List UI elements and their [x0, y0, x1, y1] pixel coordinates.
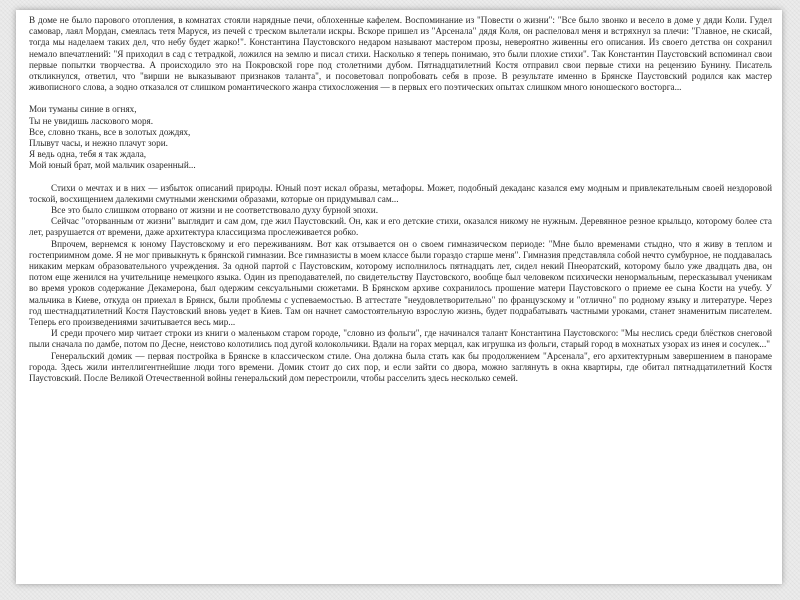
- poem-line: Все, словно ткань, все в золотых дождях,: [29, 126, 191, 137]
- body-paragraph: Впрочем, вернемся к юному Паустовскому и его переживаниям. Вот как отзывается он о своем гимназическом периоде: "Мне было временами стыдно, что я живу в теплом и гостеприимном доме. Я не мог привыкнуть к брянской гимназии. Все гимназисты в моем классе были гораздо старше меня". Гимназия представляла собой нечто сумбурное, не поддавалась никаким меркам образовательного учреждения. За одной партой с Паустовским, которому исполнилось пятнадцать лет, сидел некий Пнеоратский, которому было уже двадцать два, он потом еще женился на учительнице немецкого языка. Один из преподавателей, по свидетельству Паустовского, вообще был человеком психически ненормальным, пересказывал ученикам во время уроков содержание Декамерона, был одержим сексуальными сюжетами. В Брянском архиве сохранилось прошение матери Паустовского о приеме ее сына Кости на учебу. У мальчика в Киеве, откуда он приехал в Брянск, были проблемы с успеваемостью. В аттестате "неудовлетворительно" по французскому и "отлично" по родному языку и литературе. Через год шестнадцатилетний Костя Паустовский вновь уедет в Киев. Там он начнет самостоятельную взрослую жизнь, будет подрабатывать частными уроками, станет знаменитым писателем. Теперь его произведениями зачитывается весь мир...: [29, 238, 772, 328]
- poem-line: Ты не увидишь ласкового моря.: [29, 115, 154, 126]
- poem-line: Плывут часы, и нежно плачут зори.: [29, 138, 168, 149]
- poem-line: Мои туманы синие в огнях,: [29, 104, 137, 115]
- body-paragraph: Сейчас "оторванным от жизни" выглядит и сам дом, где жил Паустовский. Он, как и его детские стихи, оказался никому не нужным. Деревянное резное крыльцо, которому более ста лет, разрушается от времени, даже архитектура классицизма прослеживается робко.: [29, 216, 772, 238]
- poem-line: Я ведь одна, тебя я так ждала,: [29, 149, 147, 160]
- body-paragraph: Все это было слишком оторвано от жизни и не соответствовало духу бурной эпохи.: [51, 205, 379, 216]
- body-paragraph: Генеральский домик — первая постройка в Брянске в классическом стиле. Она должна была стать как бы продолжением "Арсенала", его архитектурным завершением в панораме города. Здесь жили интеллигентнейшие люди того времени. Домик стоит до сих пор, и если зайти со двора, можно заглянуть в окна квартиры, где обитал пятнадцатилетний Костя Паустовский. После Великой Отечественной войны генеральский дом перестроили, чтобы расселить здесь несколько семей.: [29, 350, 772, 384]
- document-page: [16, 10, 782, 584]
- poem-line: Мой юный брат, мой мальчик озаренный...: [29, 160, 196, 171]
- poem-block: [29, 104, 772, 171]
- body-paragraph: И среди прочего мир читает строки из книги о маленьком старом городе, "словно из фольги", где начинался талант Константина Паустовского: "Мы неслись среди блёстков снеговой пыли сначала по дамбе, потом по Десне, неистово колотились под дугой колокольчики. Вдали на горах мерцал, как игрушка из фольги, старый город в мохнатых узорах из инея и сосулек...": [29, 328, 772, 350]
- body-paragraph: Стихи о мечтах и в них — избыток описаний природы. Юный поэт искал образы, метафоры. Может, подобный декаданс казался ему модным и привлекательным своей нездоровой тоской, восхищением далекими смутными женскими образами, которые он придумывал сам...: [29, 182, 772, 204]
- intro-paragraph: В доме не было парового отопления, в комнатах стояли нарядные печи, облоxенные кафелем. Воспоминание из "Повести о жизни": "Все было звонко и весело в доме у дяди Коли. Гудел самовар, лаял Мордан, смеялась тетя Маруся, из печей с треском вылетали искры. Вскоре пришел из "Арсенала" дядя Коля, он распеловал меня и встряхнул за плечи: "Главное, не скисай, тогда мы наделаем таких дел, что небу будет жарко!". Константина Паустовского недаром называют мастером прозы, невероятно живенны его описания. Из своего детства он сохранил немало впечатлений: "Я приходил в сад с тетрадкой, ложился на землю и писал стихи. Насколько я теперь понимаю, это были плохие стихи". Так Константин Паустовский вспоминал свои первые попытки творчества. А происходило это на Покровской горе под столетними дубом. Пятнадцатилетний Костя отправил свои первые стихи на рецензию Бунину. Писатель откликнулся, ответил, что "вирши не выказывают признаков таланта", и посоветовал попробовать себя в прозе. В результате именно в Брянске Паустовский родился как мастер живописного слова, а зодно отказался от слишком романтического жанра стихосложения — в первых его поэтических опытах слишком много юношеского восторга...: [29, 15, 772, 93]
